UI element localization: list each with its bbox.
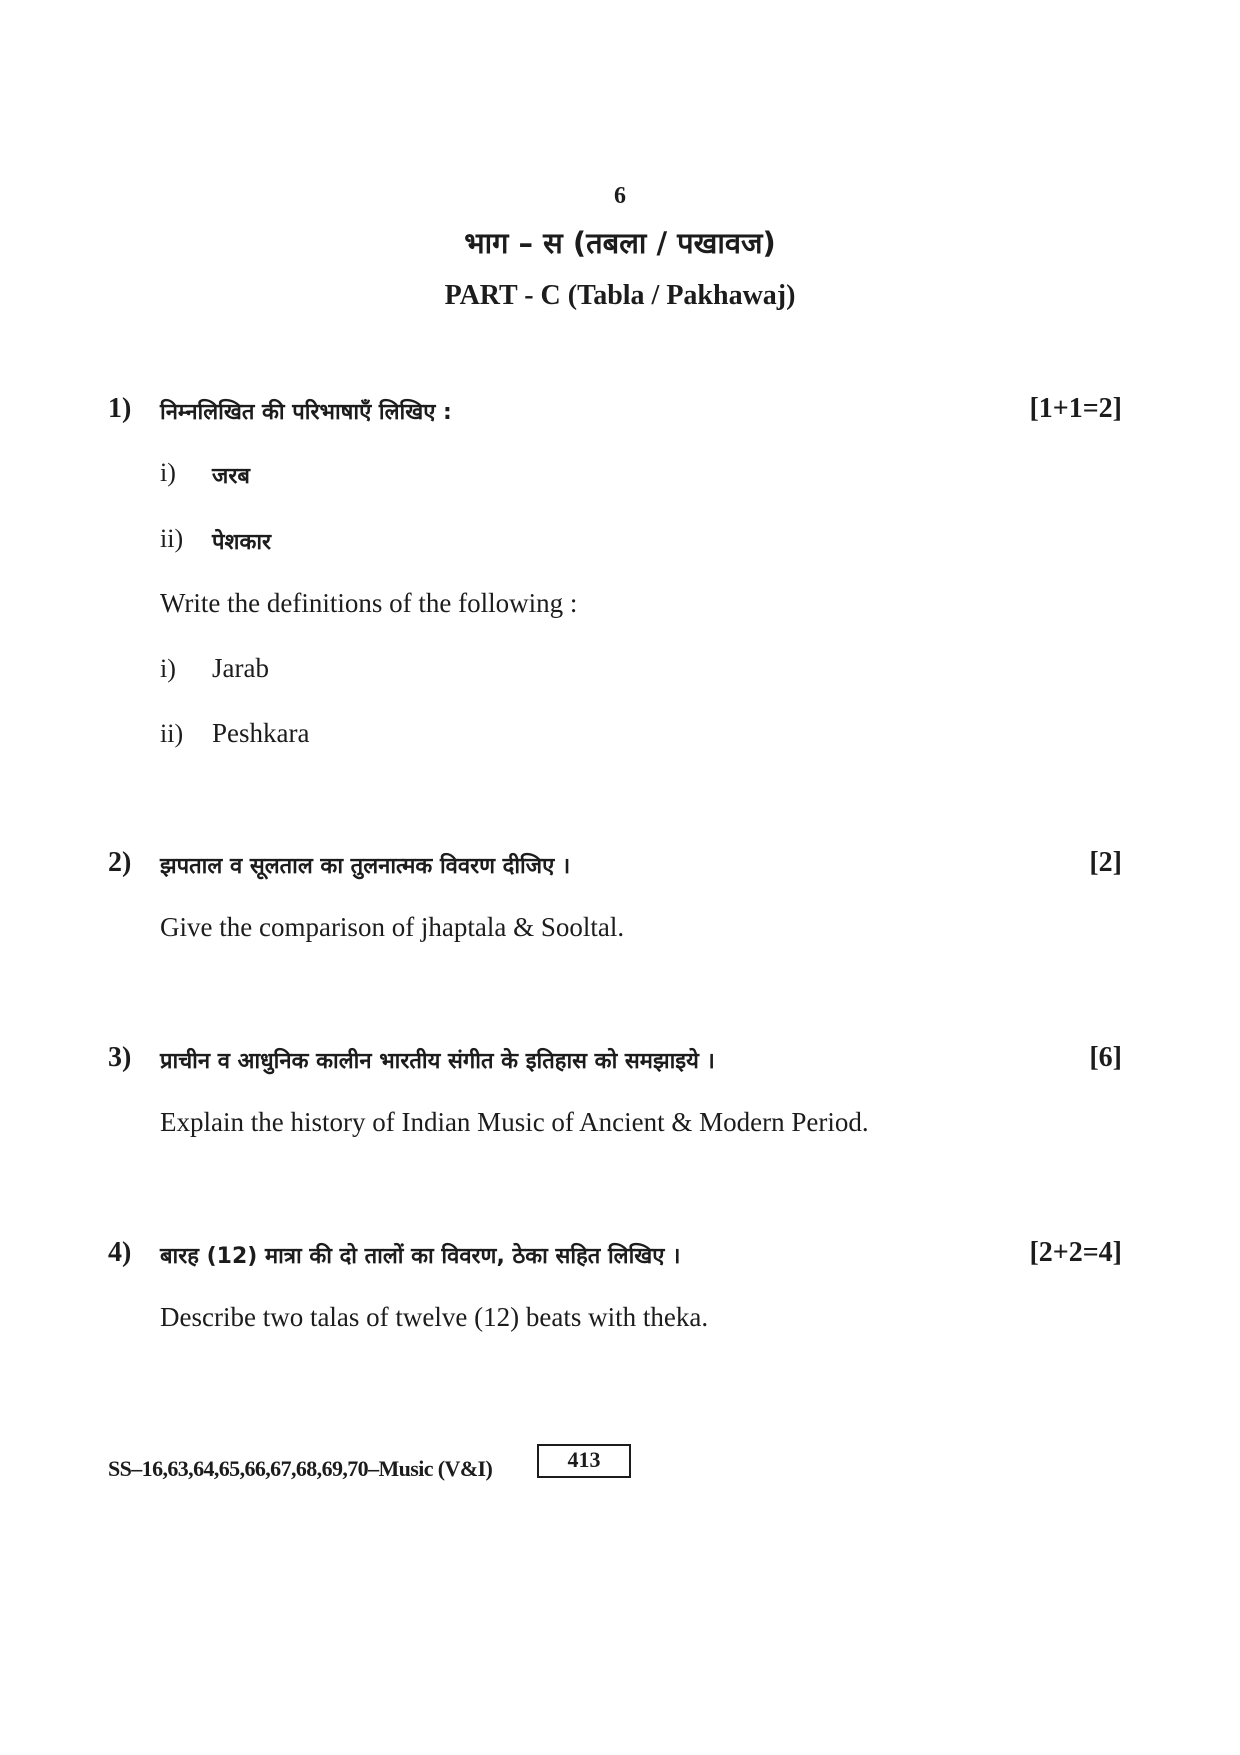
question-1-hindi-item-1-label: i) [160, 458, 176, 487]
question-2-marks: [2] [1089, 847, 1122, 878]
question-4-marks: [2+2=4] [1029, 1237, 1122, 1268]
question-2-number: 2) [108, 847, 132, 878]
footer-paper-code: SS–16,63,64,65,66,67,68,69,70–Music (V&I) [108, 1456, 493, 1481]
question-1-english-item-2-label: ii) [160, 719, 184, 748]
question-4-english-text: Describe two talas of twelve (12) beats with theka. [160, 1302, 709, 1332]
question-1-hindi-item-1-text: जरब [212, 464, 250, 489]
question-4-number: 4) [108, 1237, 132, 1268]
question-3-hindi-text: प्राचीन व आधुनिक कालीन भारतीय संगीत के इतिहास को समझाइये । [160, 1049, 715, 1074]
question-4-hindi-text: बारह (12) मात्रा की दो तालों का विवरण, ठेका सहित लिखिए । [160, 1244, 681, 1269]
question-3-number: 3) [108, 1042, 132, 1073]
question-1-english-item-2-text: Peshkara [212, 718, 310, 748]
hindi-part-title: भाग – स (तबला / पखावज) [464, 226, 776, 260]
question-2-hindi-text: झपताल व सूलताल का तुलनात्मक विवरण दीजिए । [160, 854, 571, 879]
question-3-english-text: Explain the history of Indian Music of Ancient & Modern Period. [160, 1107, 869, 1137]
question-1-english-item-1-text: Jarab [212, 653, 269, 683]
question-1-hindi-text: निम्नलिखित की परिभाषाएँ लिखिए : [160, 400, 452, 425]
question-2-english-text: Give the comparison of jhaptala & Sooltal. [160, 912, 625, 942]
question-1-number: 1) [108, 393, 132, 424]
question-1-english-item-1-label: i) [160, 654, 176, 683]
question-1-hindi-item-2-text: पेशकार [212, 530, 272, 555]
page-number: 6 [614, 183, 626, 209]
question-1-hindi-item-2-label: ii) [160, 524, 184, 553]
question-1-english-text: Write the definitions of the following : [160, 588, 578, 618]
question-3-marks: [6] [1089, 1042, 1122, 1073]
question-1-marks: [1+1=2] [1029, 393, 1122, 424]
english-part-title: PART - C (Tabla / Pakhawaj) [444, 280, 796, 311]
footer-page-box: 413 [537, 1444, 631, 1478]
